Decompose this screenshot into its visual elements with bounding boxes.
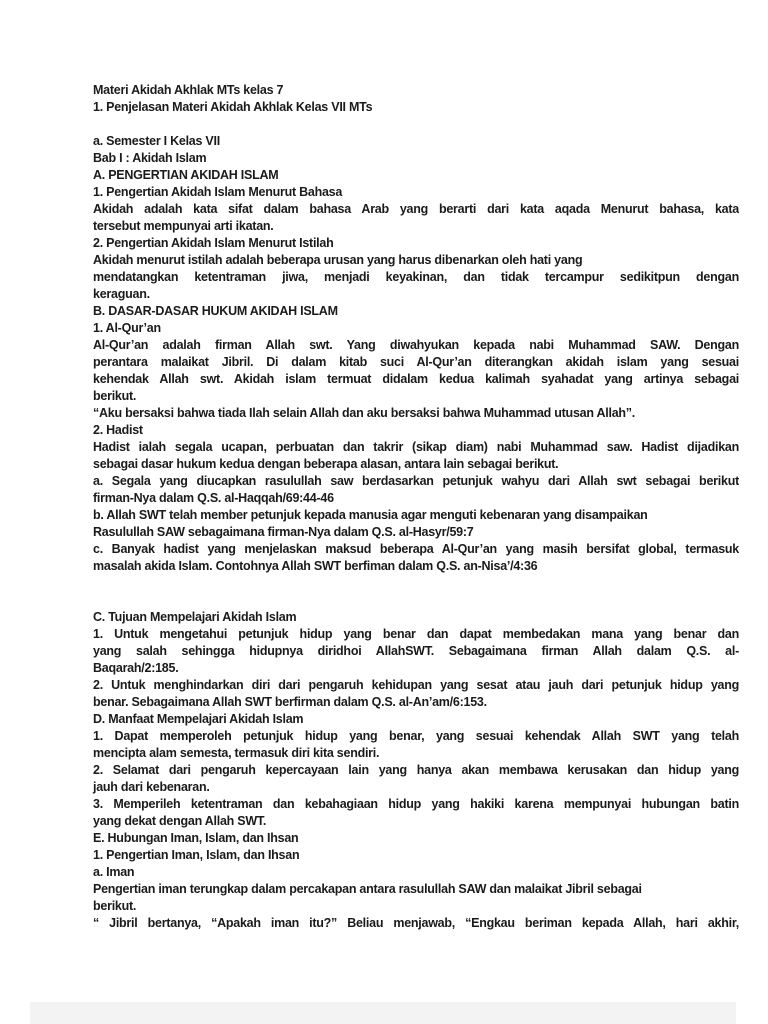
text-line: c. Banyak hadist yang menjelaskan maksud beberapa Al-Qur’an yang masih bersifat global, termasuk <box>93 542 739 556</box>
text-line: 3. Memperileh ketentraman dan kebahagiaan hidup yang hakiki karena mempunyai hubungan batin <box>93 797 739 811</box>
text-line: “Aku bersaksi bahwa tiada Ilah selain Allah dan aku bersaksi bahwa Muhammad utusan Allah”. <box>93 406 636 420</box>
text-line: Materi Akidah Akhlak MTs kelas 7 <box>93 83 284 97</box>
text-line: 2. Selamat dari pengaruh kepercayaan lain yang hanya akan membawa kerusakan dan hidup yang <box>93 763 739 777</box>
text-line: Hadist ialah segala ucapan, perbuatan dan takrir (sikap diam) nabi Muhammad saw. Hadist dijadikan <box>93 440 739 454</box>
text-line: berikut. <box>93 389 137 403</box>
text-line: 1. Pengertian Akidah Islam Menurut Bahasa <box>93 185 343 199</box>
text-line <box>93 575 739 592</box>
text-line: Bab I : Akidah Islam <box>93 151 207 165</box>
text-line: A. PENGERTIAN AKIDAH ISLAM <box>93 168 279 182</box>
text-line: masalah akida Islam. Contohnya Allah SWT berfiman dalam Q.S. an-Nisa’/4:36 <box>93 559 538 573</box>
text-line: D. Manfaat Mempelajari Akidah Islam <box>93 712 304 726</box>
text-line: berikut. <box>93 899 137 913</box>
text-line: 1. Al-Qur’an <box>93 321 161 335</box>
text-line: jauh dari kebenaran. <box>93 780 210 794</box>
text-line: Al-Qur’an adalah firman Allah swt. Yang diwahyukan kepada nabi Muhammad SAW. Dengan <box>93 338 739 352</box>
text-line: Pengertian iman terungkap dalam percakapan antara rasulullah SAW dan malaikat Jibril sebagai <box>93 882 642 896</box>
text-line <box>93 592 739 609</box>
text-line: Akidah adalah kata sifat dalam bahasa Arab yang berarti dari kata aqada Menurut bahasa, kata <box>93 202 739 216</box>
text-line: benar. Sebagaimana Allah SWT berfirman dalam Q.S. al-An’am/6:153. <box>93 695 487 709</box>
text-line: E. Hubungan Iman, Islam, dan Ihsan <box>93 831 299 845</box>
text-line: C. Tujuan Mempelajari Akidah Islam <box>93 610 297 624</box>
text-line: 2. Untuk menghindarkan diri dari pengaruh kehidupan yang sesat atau jauh dari petunjuk hidup yang <box>93 678 739 692</box>
text-line: a. Semester I Kelas VII <box>93 134 220 148</box>
text-line <box>93 116 739 133</box>
text-line: Akidah menurut istilah adalah beberapa urusan yang harus dibenarkan oleh hati yang <box>93 253 583 267</box>
text-line: mendatangkan ketentraman jiwa, menjadi keyakinan, dan tidak tercampur sedikitpun dengan <box>93 270 739 284</box>
text-line: 1. Untuk mengetahui petunjuk hidup yang benar dan dapat membedakan mana yang benar dan <box>93 627 739 641</box>
text-line: 1. Penjelasan Materi Akidah Akhlak Kelas VII MTs <box>93 100 373 114</box>
page-gap-strip <box>30 1002 736 1024</box>
text-line: yang dekat dengan Allah SWT. <box>93 814 267 828</box>
text-line: firman-Nya dalam Q.S. al-Haqqah/69:44-46 <box>93 491 334 505</box>
text-line: tersebut mempunyai arti ikatan. <box>93 219 274 233</box>
text-line: kehendak Allah swt. Akidah islam termuat didalam kedua kalimah syahadat yang artinya sebagai <box>93 372 739 386</box>
text-line: b. Allah SWT telah member petunjuk kepada manusia agar menguti kebenaran yang disampaikan <box>93 508 648 522</box>
text-line: Baqarah/2:185. <box>93 661 179 675</box>
text-line: B. DASAR-DASAR HUKUM AKIDAH ISLAM <box>93 304 338 318</box>
text-line: keraguan. <box>93 287 150 301</box>
text-line: 2. Pengertian Akidah Islam Menurut Istilah <box>93 236 334 250</box>
text-line: mencipta alam semesta, termasuk diri kita sendiri. <box>93 746 380 760</box>
text-line: 1. Dapat memperoleh petunjuk hidup yang benar, yang sesuai kehendak Allah SWT yang telah <box>93 729 739 743</box>
text-line: 1. Pengertian Iman, Islam, dan Ihsan <box>93 848 300 862</box>
text-line: Rasulullah SAW sebagaimana firman-Nya dalam Q.S. al-Hasyr/59:7 <box>93 525 474 539</box>
text-line: perantara malaikat Jibril. Di dalam kitab suci Al-Qur’an diterangkan akidah islam yang sesuai <box>93 355 739 369</box>
text-line: sebagai dasar hukum kedua dengan beberapa alasan, antara lain sebagai berikut. <box>93 457 559 471</box>
text-line: yang salah sehingga hidupnya diridhoi AllahSWT. Sebagaimana firman Allah dalam Q.S. al- <box>93 644 739 658</box>
text-line: a. Segala yang diucapkan rasulullah saw berdasarkan petunjuk wahyu dari Allah swt sebagai berikut <box>93 474 739 488</box>
text-line: 2. Hadist <box>93 423 143 437</box>
text-line: a. Iman <box>93 865 135 879</box>
text-line: “ Jibril bertanya, “Apakah iman itu?” Beliau menjawab, “Engkau beriman kepada Allah, hari akhir, <box>93 916 739 930</box>
document-body-text <box>93 82 739 932</box>
